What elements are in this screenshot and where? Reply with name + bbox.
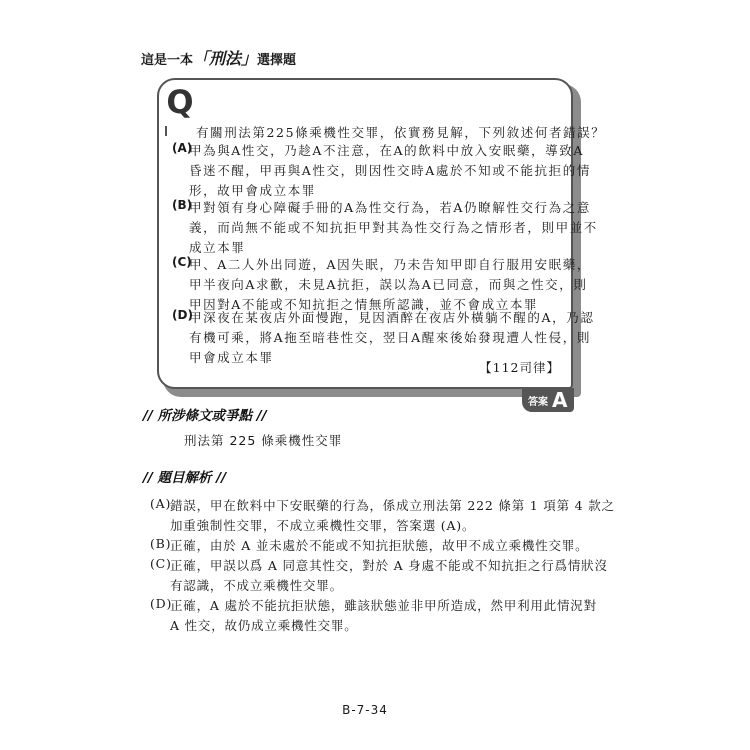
analysis-marker: (C) bbox=[150, 556, 172, 571]
analysis-line: 正確，由於 A 並未處於不能或不知抗拒狀態，故甲不成立乘機性交罪。 bbox=[170, 538, 589, 553]
page-number-text: B-7-34 bbox=[342, 703, 388, 717]
option-marker: (D) bbox=[172, 308, 193, 322]
option-marker: (B) bbox=[172, 198, 193, 212]
analysis-line: 正確，甲誤以爲 A 同意其性交，對於 A 身處不能或不知抗拒之行爲情狀沒 bbox=[170, 558, 608, 573]
analysis-line: 有認識，不成立乘機性交罪。 bbox=[170, 578, 343, 593]
option-line: 形，故甲會成立本罪 bbox=[189, 183, 316, 198]
option-line: 甲會成立本罪 bbox=[189, 350, 274, 365]
running-header bbox=[141, 46, 296, 69]
analysis-line: 加重強制性交罪，不成立乘機性交罪，答案選 (A)。 bbox=[170, 518, 476, 533]
analysis-line: 錯誤，甲在飲料中下安眠藥的行為，係成立刑法第 222 條第 1 項第 4 款之 bbox=[170, 498, 615, 513]
question-badge: Q bbox=[157, 78, 203, 124]
analysis-marker: (B) bbox=[150, 536, 172, 551]
page-number bbox=[0, 703, 750, 717]
exam-source-tag: 【112司律】 bbox=[479, 360, 560, 375]
answer-label: 答案 bbox=[528, 397, 548, 408]
option-line: 甲為與A性交，乃趁A不注意，在A的飲料中放入安眠藥，導致A bbox=[189, 143, 585, 158]
option-line: 昏迷不醒，甲再與A性交，則因性交時A處於不知或不能抗拒的情 bbox=[189, 163, 591, 178]
question-stem: 有關刑法第225條乘機性交罪，依實務見解，下列敘述何者錯誤？ bbox=[196, 125, 606, 140]
analysis-line: 正確，A 處於不能抗拒狀態，雖該狀態並非甲所造成，然甲利用此情況對 bbox=[170, 598, 597, 613]
header-prefix: 這是一本 bbox=[141, 53, 194, 68]
header-book-title: 「刑法」 bbox=[193, 49, 258, 68]
option-line: 甲深夜在某夜店外面慢跑，見因酒醉在夜店外橫躺不醒的A，乃認 bbox=[189, 310, 595, 325]
statute-text: 刑法第 225 條乘機性交罪 bbox=[184, 433, 343, 448]
option-line: 成立本罪 bbox=[189, 240, 246, 255]
option-marker: (A) bbox=[172, 141, 193, 155]
statute-heading: // 所涉條文或爭點 // bbox=[143, 408, 267, 424]
header-suffix: 選擇題 bbox=[257, 53, 297, 68]
option-line: 有機可乘，將A拖至暗巷性交，翌日A醒來後始發現遭人性侵，則 bbox=[189, 330, 591, 345]
answer-badge bbox=[522, 388, 574, 412]
option-line: 甲對領有身心障礙手冊的A為性交行為，若A仍瞭解性交行為之意 bbox=[189, 200, 591, 215]
option-line: 甲半夜向A求歡，未見A抗拒，誤以為A已同意，而與之性交，則 bbox=[189, 277, 588, 292]
analysis-line: A 性交，故仍成立乘機性交罪。 bbox=[170, 618, 358, 633]
option-line: 甲、A二人外出同遊，A因失眠，乃未告知甲即自行服用安眠藥， bbox=[189, 257, 591, 272]
option-marker: (C) bbox=[172, 255, 192, 269]
analysis-marker: (A) bbox=[150, 496, 172, 511]
answer-letter: A bbox=[552, 388, 568, 412]
option-line: 甲因對A不能或不知抗拒之情無所認識，並不會成立本罪 bbox=[189, 297, 539, 312]
option-line: 義，而尚無不能或不知抗拒甲對其為性交行為之情形者，則甲並不 bbox=[189, 220, 598, 235]
analysis-heading: // 題目解析 // bbox=[143, 470, 227, 486]
analysis-marker: (D) bbox=[150, 596, 173, 611]
